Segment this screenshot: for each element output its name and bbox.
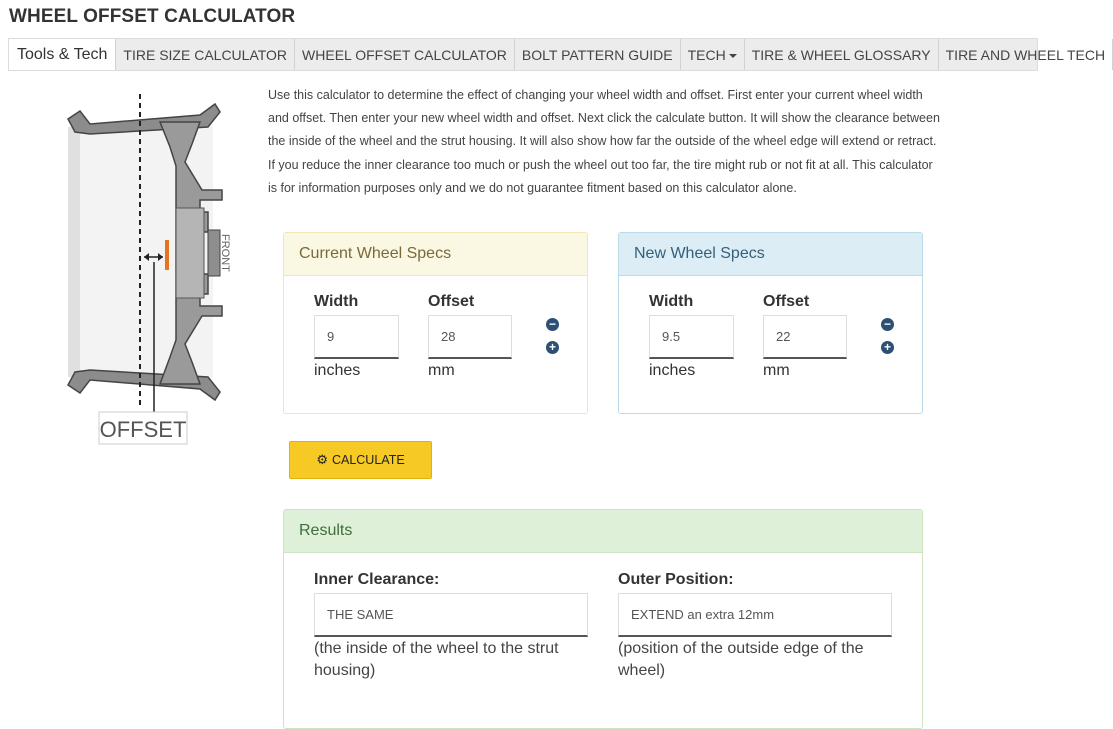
calculate-button[interactable] xyxy=(289,441,432,479)
inner-clearance-label: Inner Clearance: xyxy=(314,571,440,588)
offset-label: Offset xyxy=(428,293,475,310)
offset-label: OFFSET xyxy=(99,417,187,442)
current-offset-input[interactable]: 28 xyxy=(428,315,512,359)
panel-title: Current Wheel Specs xyxy=(284,233,587,276)
inner-clearance-result: THE SAME xyxy=(314,593,588,637)
decrease-icon[interactable]: − xyxy=(881,318,894,331)
panel-title: Results xyxy=(284,510,922,553)
increase-icon[interactable]: + xyxy=(881,341,894,354)
offset-unit: mm xyxy=(428,362,455,379)
caret-down-icon xyxy=(729,54,737,58)
offset-label: Offset xyxy=(763,293,810,310)
gear-icon: ⚙ xyxy=(316,452,328,467)
wheel-offset-diagram xyxy=(50,82,250,452)
current-wheel-specs-panel xyxy=(283,232,588,414)
tools-tech-navbar xyxy=(8,38,1106,71)
panel-title: New Wheel Specs xyxy=(619,233,922,276)
calculate-label: CALCULATE xyxy=(331,453,405,467)
decrease-icon[interactable]: − xyxy=(546,318,559,331)
outer-position-result: EXTEND an extra 12mm xyxy=(618,593,892,637)
calculator-description: Use this calculator to determine the effect of changing your wheel width and offset. First enter your current wheel width and offset. Then enter your new wheel width and offset. Next click the calculate button. It will show the clearance between the inside of the wheel and the strut housing. It will also show how far the outside of the wheel edge will extend or retract. If you reduce the inner clearance too much or push the wheel out too far, the tire might rub or not fit at all. This calculator is for information purposes only and we do not guarantee fitment based on this calculator alone. xyxy=(268,88,940,195)
current-width-input[interactable]: 9 xyxy=(314,315,399,359)
width-unit: inches xyxy=(314,362,361,379)
nav-wheel-offset-calculator[interactable]: WHEEL OFFSET CALCULATOR xyxy=(295,39,515,70)
nav-tire-and-wheel-tech[interactable]: TIRE AND WHEEL TECH xyxy=(939,39,1113,70)
front-label: FRONT xyxy=(219,234,231,272)
nav-tools-tech[interactable]: Tools & Tech xyxy=(9,39,116,70)
outer-position-note: (position of the outside edge of the wheel) xyxy=(618,640,864,679)
nav-bolt-pattern-guide[interactable]: BOLT PATTERN GUIDE xyxy=(515,39,681,70)
width-unit: inches xyxy=(649,362,696,379)
new-wheel-specs-panel xyxy=(618,232,923,414)
width-label: Width xyxy=(314,293,359,310)
nav-tech-dropdown[interactable]: TECH xyxy=(681,39,745,70)
new-offset-input[interactable]: 22 xyxy=(763,315,847,359)
offset-unit: mm xyxy=(763,362,790,379)
new-width-input[interactable]: 9.5 xyxy=(649,315,734,359)
nav-tire-size-calculator[interactable]: TIRE SIZE CALCULATOR xyxy=(116,39,295,70)
inner-clearance-note: (the inside of the wheel to the strut housing) xyxy=(314,640,559,679)
results-panel xyxy=(283,509,923,729)
page-title: WHEEL OFFSET CALCULATOR xyxy=(9,6,296,27)
width-label: Width xyxy=(649,293,694,310)
nav-tire-wheel-glossary[interactable]: TIRE & WHEEL GLOSSARY xyxy=(745,39,939,70)
outer-position-label: Outer Position: xyxy=(618,571,734,588)
increase-icon[interactable]: + xyxy=(546,341,559,354)
